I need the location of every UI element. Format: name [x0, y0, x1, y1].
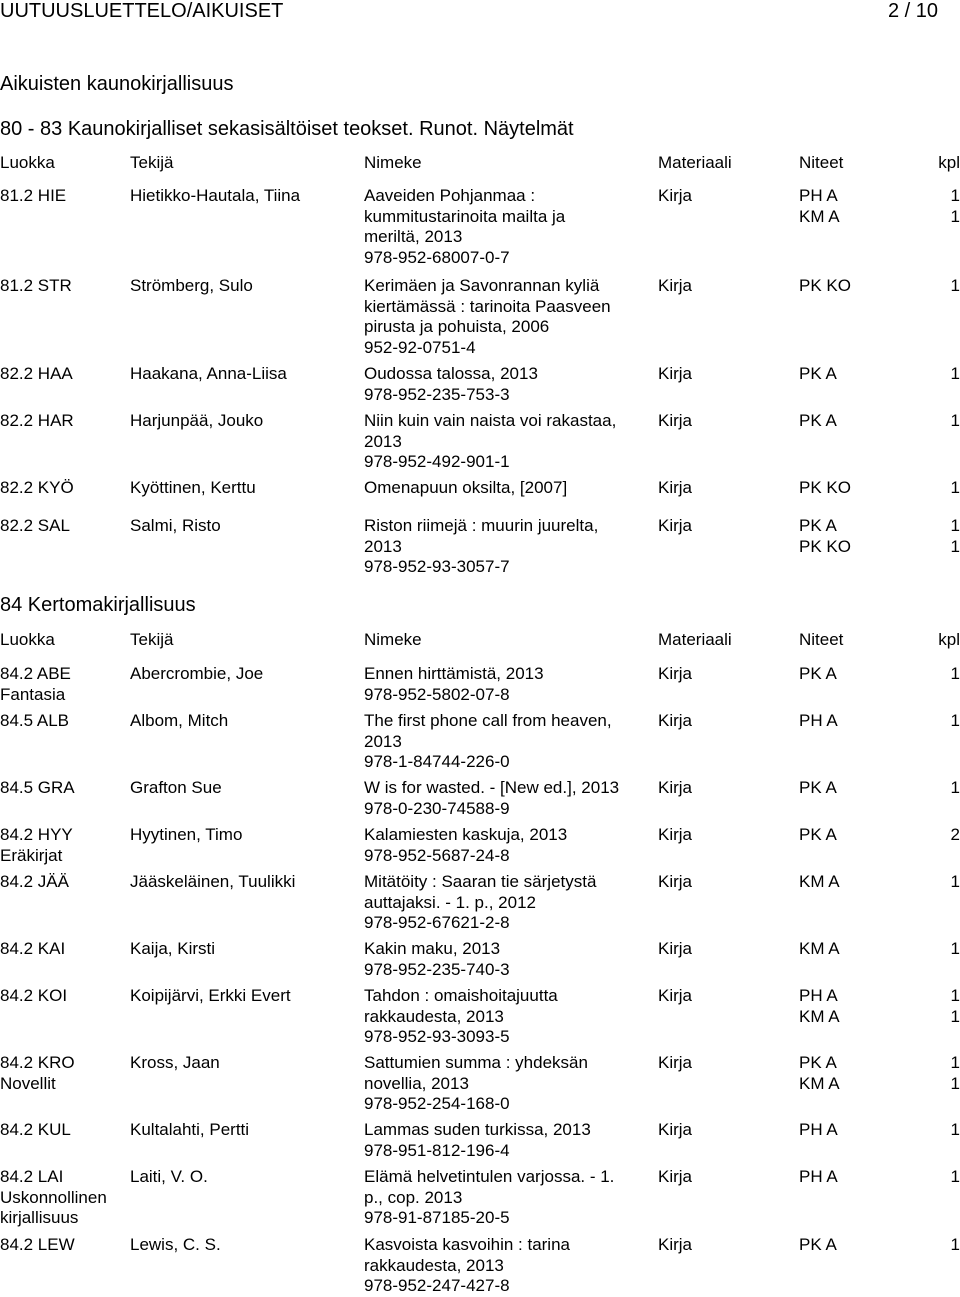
cell-tekija: Albom, Mitch	[130, 711, 229, 730]
cell-nimeke: 2013	[364, 536, 402, 556]
cell-tekija: Haakana, Anna-Liisa	[130, 364, 287, 383]
cell-materiaali: Kirja	[658, 825, 693, 844]
column-header-nimeke: Nimeke	[364, 153, 422, 172]
cell-niteet: PH A	[799, 711, 838, 730]
cell-luokka: 84.5 ALB	[0, 711, 70, 730]
cell-kpl: 1	[950, 1006, 960, 1026]
cell-kpl: 1	[950, 206, 960, 226]
cell-materiaali: Kirja	[658, 939, 693, 958]
cell-nimeke: Kerimäen ja Savonrannan kyliä	[364, 276, 600, 295]
section-title: Aikuisten kaunokirjallisuus	[0, 73, 234, 95]
cell-niteet: KM A	[799, 1073, 840, 1093]
cell-materiaali: Kirja	[658, 1120, 693, 1139]
cell-kpl: 1	[950, 664, 960, 683]
page-number: 2 / 10	[887, 0, 938, 22]
cell-kpl: 1	[950, 1167, 960, 1186]
cell-niteet: PK KO	[799, 536, 851, 556]
cell-materiaali: Kirja	[658, 778, 693, 797]
cell-nimeke: p., cop. 2013	[364, 1187, 463, 1207]
column-header-materiaali: Materiaali	[658, 153, 732, 172]
cell-luokka: 84.5 GRA	[0, 778, 75, 797]
cell-nimeke: 978-952-247-427-8	[364, 1276, 510, 1296]
cell-nimeke: Mitätöity : Saaran tie särjetystä	[364, 872, 597, 891]
cell-niteet: KM A	[799, 206, 840, 226]
cell-luokka: Fantasia	[0, 684, 66, 704]
cell-tekija: Abercrombie, Joe	[130, 664, 264, 683]
cell-tekija: Lewis, C. S.	[130, 1235, 221, 1254]
cell-niteet: PH A	[799, 986, 838, 1005]
cell-luokka: 84.2 HYY	[0, 825, 73, 844]
column-header-luokka: Luokka	[0, 630, 55, 649]
cell-luokka: Eräkirjat	[0, 845, 63, 865]
cell-nimeke: 952-92-0751-4	[364, 337, 476, 357]
cell-kpl: 1	[950, 1120, 960, 1139]
cell-kpl: 1	[950, 1235, 960, 1254]
cell-nimeke: Kasvoista kasvoihin : tarina	[364, 1235, 570, 1254]
cell-nimeke: kiertämässä : tarinoita Paasveen	[364, 296, 611, 316]
cell-kpl: 1	[950, 986, 960, 1005]
cell-materiaali: Kirja	[658, 364, 693, 383]
cell-tekija: Harjunpää, Jouko	[130, 411, 264, 430]
cell-kpl: 1	[950, 872, 960, 891]
cell-tekija: Grafton Sue	[130, 778, 222, 797]
cell-tekija: Laiti, V. O.	[130, 1167, 208, 1186]
cell-tekija: Hietikko-Hautala, Tiina	[130, 186, 301, 205]
cell-tekija: Kross, Jaan	[130, 1053, 220, 1072]
cell-luokka: 84.2 KOI	[0, 986, 68, 1005]
cell-nimeke: Kalamiesten kaskuja, 2013	[364, 825, 568, 844]
cell-materiaali: Kirja	[658, 516, 693, 535]
cell-niteet: PK A	[799, 825, 837, 844]
cell-niteet: PK A	[799, 516, 837, 535]
cell-luokka: 82.2 KYÖ	[0, 478, 74, 497]
cell-materiaali: Kirja	[658, 186, 693, 205]
cell-niteet: PH A	[799, 186, 838, 205]
column-header-luokka: Luokka	[0, 153, 55, 172]
catalog-title: UUTUUSLUETTELO/AIKUISET	[0, 0, 284, 22]
cell-nimeke: rakkaudesta, 2013	[364, 1255, 504, 1275]
cell-luokka: 84.2 KUL	[0, 1120, 71, 1139]
cell-nimeke: 978-1-84744-226-0	[364, 752, 510, 772]
cell-nimeke: auttajaksi. - 1. p., 2012	[364, 892, 536, 912]
cell-niteet: PH A	[799, 1120, 838, 1139]
cell-niteet: PK A	[799, 778, 837, 797]
cell-nimeke: 2013	[364, 731, 402, 751]
cell-luokka: 84.2 JÄÄ	[0, 872, 69, 891]
cell-luokka: 84.2 KRO	[0, 1053, 75, 1072]
cell-kpl: 2	[950, 825, 960, 844]
column-header-kpl: kpl	[938, 630, 960, 649]
cell-niteet: PK KO	[799, 276, 851, 295]
cell-nimeke: Elämä helvetintulen varjossa. - 1.	[364, 1167, 615, 1186]
cell-nimeke: 978-91-87185-20-5	[364, 1208, 510, 1228]
column-header-tekija: Tekijä	[130, 153, 174, 172]
cell-niteet: PK A	[799, 1053, 837, 1072]
cell-kpl: 1	[950, 478, 960, 497]
cell-kpl: 1	[950, 1053, 960, 1072]
cell-nimeke: 978-952-5687-24-8	[364, 845, 510, 865]
cell-nimeke: meriltä, 2013	[364, 227, 463, 247]
column-header-tekija: Tekijä	[130, 630, 174, 649]
cell-nimeke: 978-951-812-196-4	[364, 1140, 510, 1160]
cell-luokka: 84.2 LEW	[0, 1235, 75, 1254]
cell-nimeke: 978-952-67621-2-8	[364, 913, 510, 933]
cell-tekija: Jääskeläinen, Tuulikki	[130, 872, 296, 891]
cell-kpl: 1	[950, 1073, 960, 1093]
cell-materiaali: Kirja	[658, 478, 693, 497]
cell-tekija: Strömberg, Sulo	[130, 276, 253, 295]
cell-luokka: kirjallisuus	[0, 1208, 79, 1228]
cell-nimeke: novellia, 2013	[364, 1073, 469, 1093]
cell-materiaali: Kirja	[658, 872, 693, 891]
cell-luokka: 84.2 ABE	[0, 664, 71, 683]
cell-nimeke: 978-952-93-3057-7	[364, 557, 510, 577]
cell-nimeke: rakkaudesta, 2013	[364, 1006, 504, 1026]
cell-nimeke: Ennen hirttämistä, 2013	[364, 664, 544, 683]
cell-niteet: KM A	[799, 939, 840, 958]
cell-nimeke: Kakin maku, 2013	[364, 939, 501, 958]
cell-nimeke: Lammas suden turkissa, 2013	[364, 1120, 591, 1139]
cell-nimeke: 978-952-235-753-3	[364, 384, 510, 404]
cell-nimeke: 978-0-230-74588-9	[364, 798, 510, 818]
cell-nimeke: Riston riimejä : muurin juurelta,	[364, 516, 599, 535]
cell-niteet: PH A	[799, 1167, 838, 1186]
cell-materiaali: Kirja	[658, 1235, 693, 1254]
cell-nimeke: Sattumien summa : yhdeksän	[364, 1053, 588, 1072]
subsection-title-84: 84 Kertomakirjallisuus	[0, 594, 196, 616]
cell-nimeke: The first phone call from heaven,	[364, 711, 612, 730]
cell-materiaali: Kirja	[658, 1167, 693, 1186]
cell-luokka: 81.2 HIE	[0, 186, 67, 205]
cell-kpl: 1	[950, 939, 960, 958]
cell-nimeke: 978-952-68007-0-7	[364, 247, 510, 267]
cell-luokka: 82.2 HAA	[0, 364, 73, 383]
cell-kpl: 1	[950, 778, 960, 797]
cell-niteet: PK A	[799, 411, 837, 430]
cell-kpl: 1	[950, 364, 960, 383]
cell-niteet: PK A	[799, 664, 837, 683]
cell-materiaali: Kirja	[658, 986, 693, 1005]
column-header-niteet: Niteet	[799, 630, 844, 649]
cell-nimeke: 978-952-93-3093-5	[364, 1027, 510, 1047]
cell-nimeke: 978-952-492-901-1	[364, 452, 510, 472]
cell-materiaali: Kirja	[658, 1053, 693, 1072]
cell-nimeke: pirusta ja pohuista, 2006	[364, 317, 550, 337]
subsection-title-80-83: 80 - 83 Kaunokirjalliset sekasisältöiset teokset. Runot. Näytelmät	[0, 118, 574, 140]
cell-luokka: 84.2 KAI	[0, 939, 66, 958]
cell-nimeke: kummitustarinoita mailta ja	[364, 206, 566, 226]
cell-luokka: 82.2 HAR	[0, 411, 74, 430]
cell-nimeke: 978-952-5802-07-8	[364, 684, 510, 704]
cell-tekija: Kaija, Kirsti	[130, 939, 216, 958]
cell-kpl: 1	[950, 186, 960, 205]
cell-nimeke: W is for wasted. - [New ed.], 2013	[364, 778, 620, 797]
cell-tekija: Hyytinen, Timo	[130, 825, 243, 844]
cell-niteet: PK KO	[799, 478, 851, 497]
cell-kpl: 1	[950, 536, 960, 556]
column-header-nimeke: Nimeke	[364, 630, 422, 649]
cell-nimeke: Aaveiden Pohjanmaa :	[364, 186, 536, 205]
cell-materiaali: Kirja	[658, 711, 693, 730]
cell-kpl: 1	[950, 516, 960, 535]
cell-kpl: 1	[950, 711, 960, 730]
cell-materiaali: Kirja	[658, 411, 693, 430]
cell-niteet: PK A	[799, 364, 837, 383]
cell-luokka: Uskonnollinen	[0, 1187, 107, 1207]
column-header-materiaali: Materiaali	[658, 630, 732, 649]
cell-luokka: 81.2 STR	[0, 276, 72, 295]
column-header-kpl: kpl	[938, 153, 960, 172]
column-header-niteet: Niteet	[799, 153, 844, 172]
cell-luokka: 82.2 SAL	[0, 516, 70, 535]
cell-niteet: KM A	[799, 1006, 840, 1026]
cell-nimeke: Omenapuun oksilta, [2007]	[364, 478, 568, 497]
cell-tekija: Kyöttinen, Kerttu	[130, 478, 256, 497]
cell-luokka: 84.2 LAI	[0, 1167, 64, 1186]
cell-nimeke: 978-952-235-740-3	[364, 959, 510, 979]
cell-tekija: Kultalahti, Pertti	[130, 1120, 250, 1139]
cell-tekija: Koipijärvi, Erkki Evert	[130, 986, 291, 1005]
cell-materiaali: Kirja	[658, 276, 693, 295]
cell-niteet: PK A	[799, 1235, 837, 1254]
cell-tekija: Salmi, Risto	[130, 516, 221, 535]
cell-nimeke: 978-952-254-168-0	[364, 1094, 510, 1114]
cell-nimeke: Oudossa talossa, 2013	[364, 364, 538, 383]
cell-luokka: Novellit	[0, 1073, 56, 1093]
cell-nimeke: Tahdon : omaishoitajuutta	[364, 986, 558, 1005]
cell-niteet: KM A	[799, 872, 840, 891]
cell-kpl: 1	[950, 411, 960, 430]
cell-kpl: 1	[950, 276, 960, 295]
cell-nimeke: 2013	[364, 431, 402, 451]
cell-materiaali: Kirja	[658, 664, 693, 683]
cell-nimeke: Niin kuin vain naista voi rakastaa,	[364, 411, 617, 430]
